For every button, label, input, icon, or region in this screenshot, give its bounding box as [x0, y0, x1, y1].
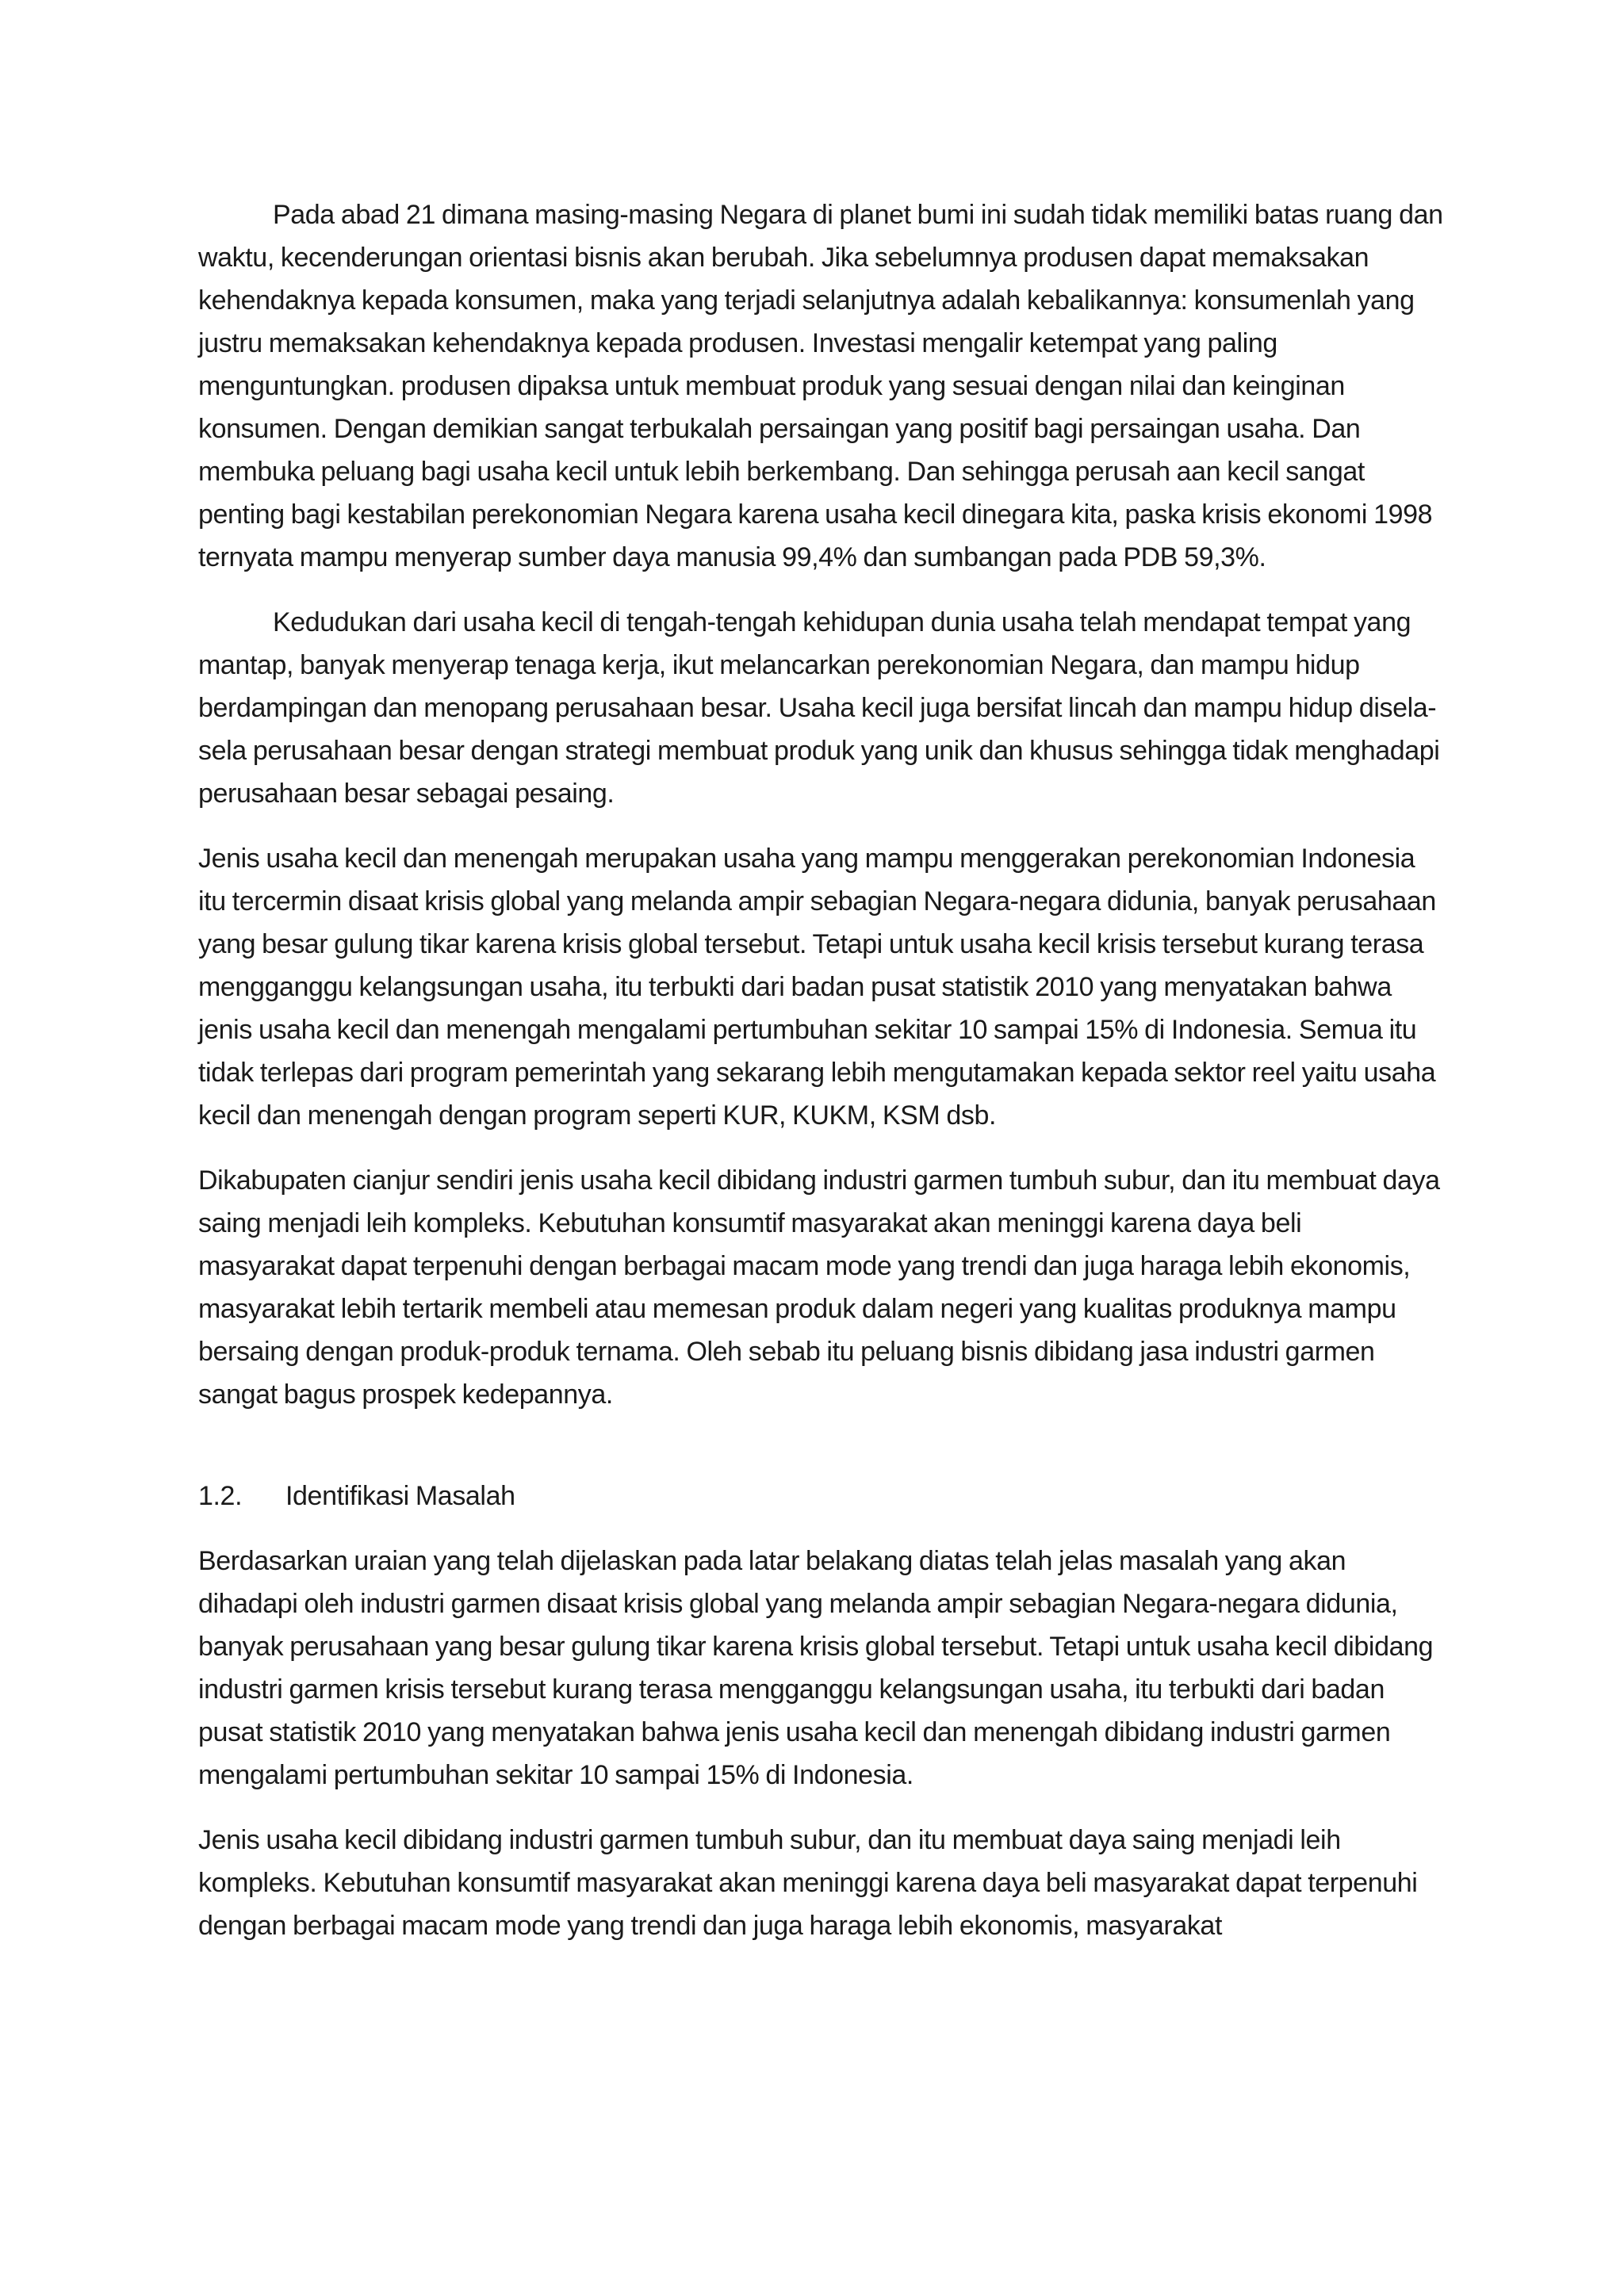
paragraph-abad-21: Pada abad 21 dimana masing-masing Negara di planet bumi ini sudah tidak memiliki batas ruang dan waktu, kecenderungan orientasi bisnis akan berubah. Jika sebelumnya produsen dapat memaksakan kehendaknya kepada konsumen, maka yang terjadi selanjutnya adalah kebalikannya: konsumenlah yang justru memaksakan kehendaknya kepada produsen. Investasi mengalir ketempat yang paling menguntungkan. produsen dipaksa untuk membuat produk yang sesuai dengan nilai dan keinginan konsumen. Dengan demikian sangat terbukalah persaingan yang positif bagi persaingan usaha. Dan membuka peluang bagi usaha kecil untuk lebih berkembang. Dan sehingga perusah aan kecil sangat penting bagi kestabilan perekonomian Negara karena usaha kecil dinegara kita, paska krisis ekonomi 1998 ternyata mampu menyerap sumber daya manusia 99,4% dan sumbangan pada PDB 59,3%.	[198, 200, 1443, 572]
section-number: 1.2.	[198, 1481, 243, 1511]
section-heading	[198, 1475, 1443, 1517]
paragraph-berdasarkan-uraian: Berdasarkan uraian yang telah dijelaskan pada latar belakang diatas telah jelas masalah yang akan dihadapi oleh industri garmen disaat krisis global yang melanda ampir sebagian Negara-negara didunia, banyak perusahaan yang besar gulung tikar karena krisis global tersebut. Tetapi untuk usaha kecil dibidang industri garmen krisis tersebut kurang terasa mengganggu kelangsungan usaha, itu terbukti dari badan pusat statistik 2010 yang menyatakan bahwa jenis usaha kecil dan menengah dibidang industri garmen mengalami pertumbuhan sekitar 10 sampai 15% di Indonesia.	[198, 1546, 1434, 1790]
paragraph-jenis-usaha-kecil-menengah: Jenis usaha kecil dan menengah merupakan usaha yang mampu menggerakan perekonomian Indonesia itu tercermin disaat krisis global yang melanda ampir sebagian Negara-negara didunia, banyak perusahaan yang besar gulung tikar karena krisis global tersebut. Tetapi untuk usaha kecil krisis tersebut kurang terasa mengganggu kelangsungan usaha, itu terbukti dari badan pusat statistik 2010 yang menyatakan bahwa jenis usaha kecil dan menengah mengalami pertumbuhan sekitar 10 sampai 15% di Indonesia. Semua itu tidak terlepas dari program pemerintah yang sekarang lebih mengutamakan kepada sektor reel yaitu usaha kecil dan menengah dengan program seperti KUR, KUKM, KSM dsb.	[198, 844, 1436, 1131]
paragraph-garmen-tumbuh-subur: Jenis usaha kecil dibidang industri garmen tumbuh subur, dan itu membuat daya saing menjadi leih kompleks. Kebutuhan konsumtif masyarakat akan meninggi karena daya beli masyarakat dapat terpenuhi dengan berbagai macam mode yang trendi dan juga haraga lebih ekonomis, masyarakat	[198, 1825, 1418, 1941]
paragraph-kedudukan-usaha-kecil: Kedudukan dari usaha kecil di tengah-tengah kehidupan dunia usaha telah mendapat tempat yang mantap, banyak menyerap tenaga kerja, ikut melancarkan perekonomian Negara, dan mampu hidup berdampingan dan menopang perusahaan besar. Usaha kecil juga bersifat lincah dan mampu hidup disela-sela perusahaan besar dengan strategi membuat produk yang unik dan khusus sehingga tidak menghadapi perusahaan besar sebagai pesaing.	[198, 607, 1440, 809]
section-title: Identifikasi Masalah	[285, 1481, 515, 1511]
paragraph-kabupaten-cianjur: Dikabupaten cianjur sendiri jenis usaha kecil dibidang industri garmen tumbuh subur, dan itu membuat daya saing menjadi leih kompleks. Kebutuhan konsumtif masyarakat akan meninggi karena daya beli masyarakat dapat terpenuhi dengan berbagai macam mode yang trendi dan juga haraga lebih ekonomis, masyarakat lebih tertarik membeli atau memesan produk dalam negeri yang kualitas produknya mampu bersaing dengan produk-produk ternama. Oleh sebab itu peluang bisnis dibidang jasa industri garmen sangat bagus prospek kedepannya.	[198, 1165, 1440, 1410]
document-body	[198, 193, 1443, 1969]
